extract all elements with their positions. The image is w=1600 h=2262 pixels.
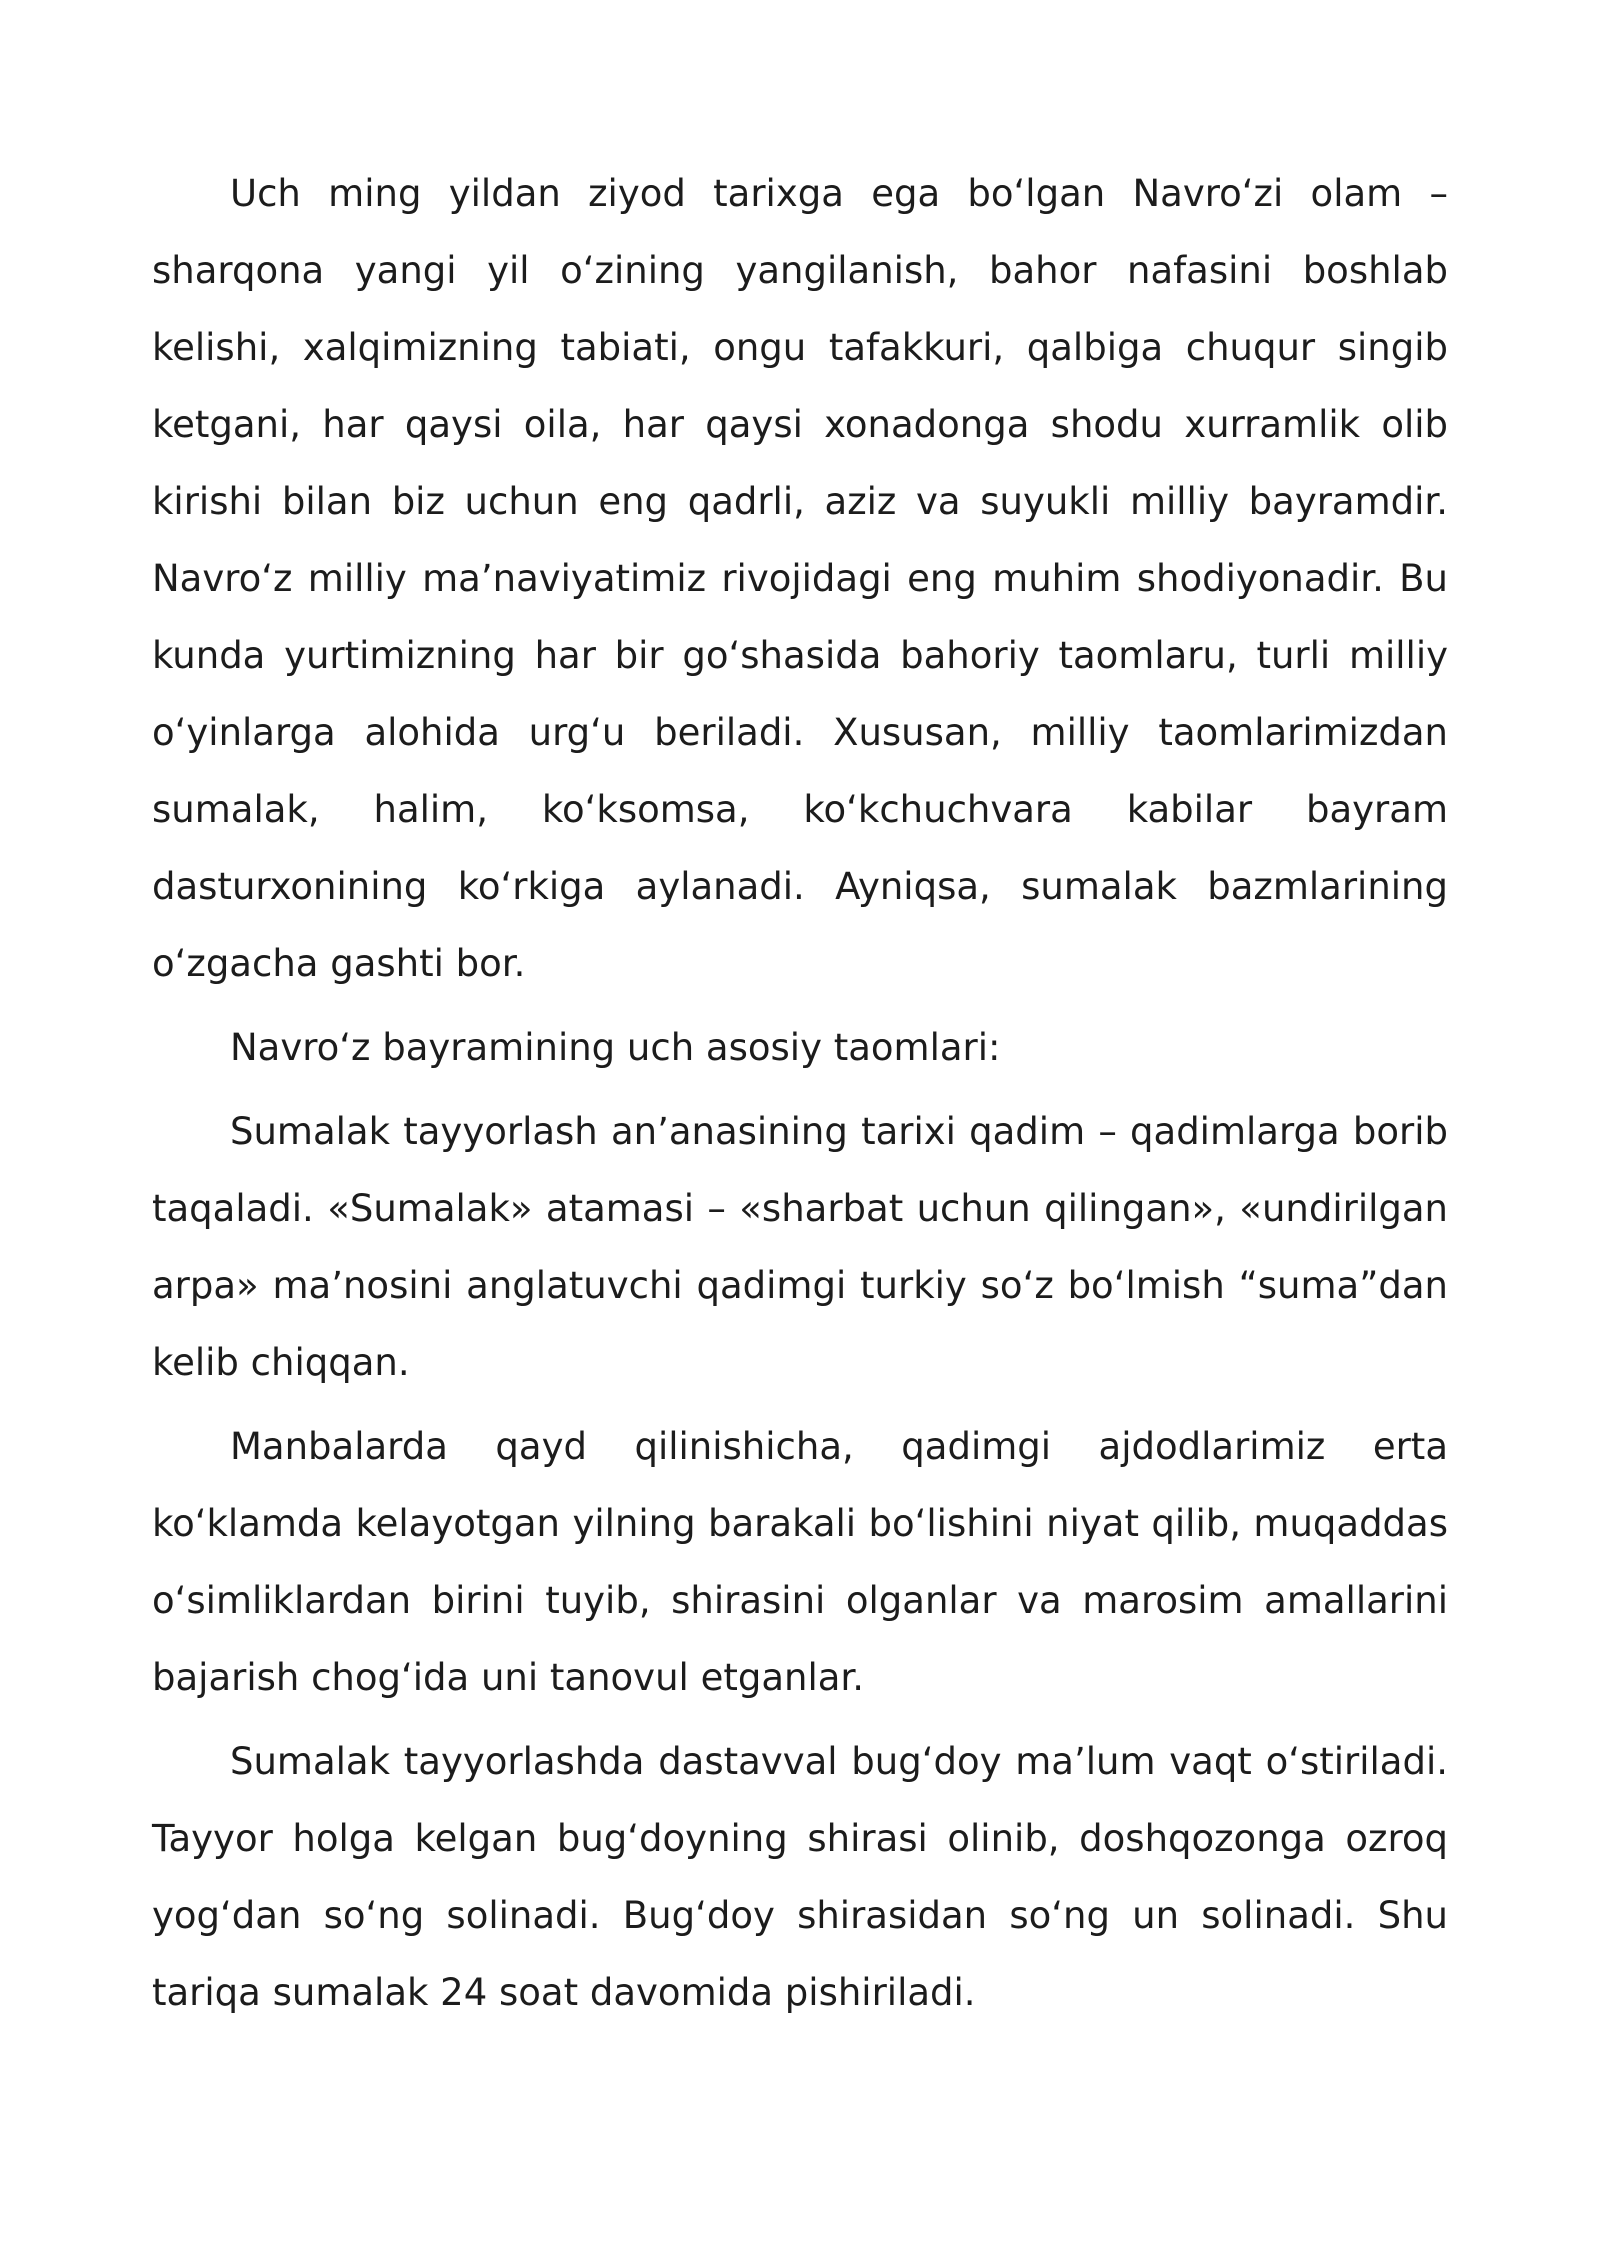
paragraph-sumalak-history: Sumalak tayyorlash an’anasining tarixi qadim – qadimlarga borib taqaladi. «Sumalak» atamasi – «sharbat uchun qilingan», «undirilgan arpa» ma’nosini anglatuvchi qadimgi turkiy so‘z bo‘lmish “suma”dan kelib chiqqan. (152, 1110, 1448, 1384)
document-page (152, 155, 1448, 2031)
paragraph-ancestors-ritual: Manbalarda qayd qilinishicha, qadimgi ajdodlarimiz erta ko‘klamda kelayotgan yilning barakali bo‘lishini niyat qilib, muqaddas o‘simliklardan birini tuyib, shirasini olganlar va marosim amallarini bajarish chog‘ida uni tanovul etganlar. (152, 1425, 1448, 1699)
paragraph-main-dishes-heading: Navro‘z bayramining uch asosiy taomlari: (230, 1026, 1001, 1069)
paragraph-sumalak-preparation: Sumalak tayyorlashda dastavval bug‘doy ma’lum vaqt o‘stiriladi. Tayyor holga kelgan bug‘doyning shirasi olinib, doshqozonga ozroq yog‘dan so‘ng solinadi. Bug‘doy shirasidan so‘ng un solinadi. Shu tariqa sumalak 24 soat davomida pishiriladi. (152, 1740, 1448, 2014)
paragraph-navruz-intro: Uch ming yildan ziyod tarixga ega bo‘lgan Navro‘zi olam – sharqona yangi yil o‘zining yangilanish, bahor nafasini boshlab kelishi, xalqimizning tabiati, ongu tafakkuri, qalbiga chuqur singib ketgani, har qaysi oila, har qaysi xonadonga shodu xurramlik olib kirishi bilan biz uchun eng qadrli, aziz va suyukli milliy bayramdir. Navro‘z milliy ma’naviyatimiz rivojidagi eng muhim shodiyonadir. Bu kunda yurtimizning har bir go‘shasida bahoriy taomlaru, turli milliy o‘yinlarga alohida urg‘u beriladi. Xususan, milliy taomlarimizdan sumalak, halim, ko‘ksomsa, ko‘kchuchvara kabilar bayram dasturxonining ko‘rkiga aylanadi. Ayniqsa, sumalak bazmlarining o‘zgacha gashti bor. (152, 172, 1448, 985)
